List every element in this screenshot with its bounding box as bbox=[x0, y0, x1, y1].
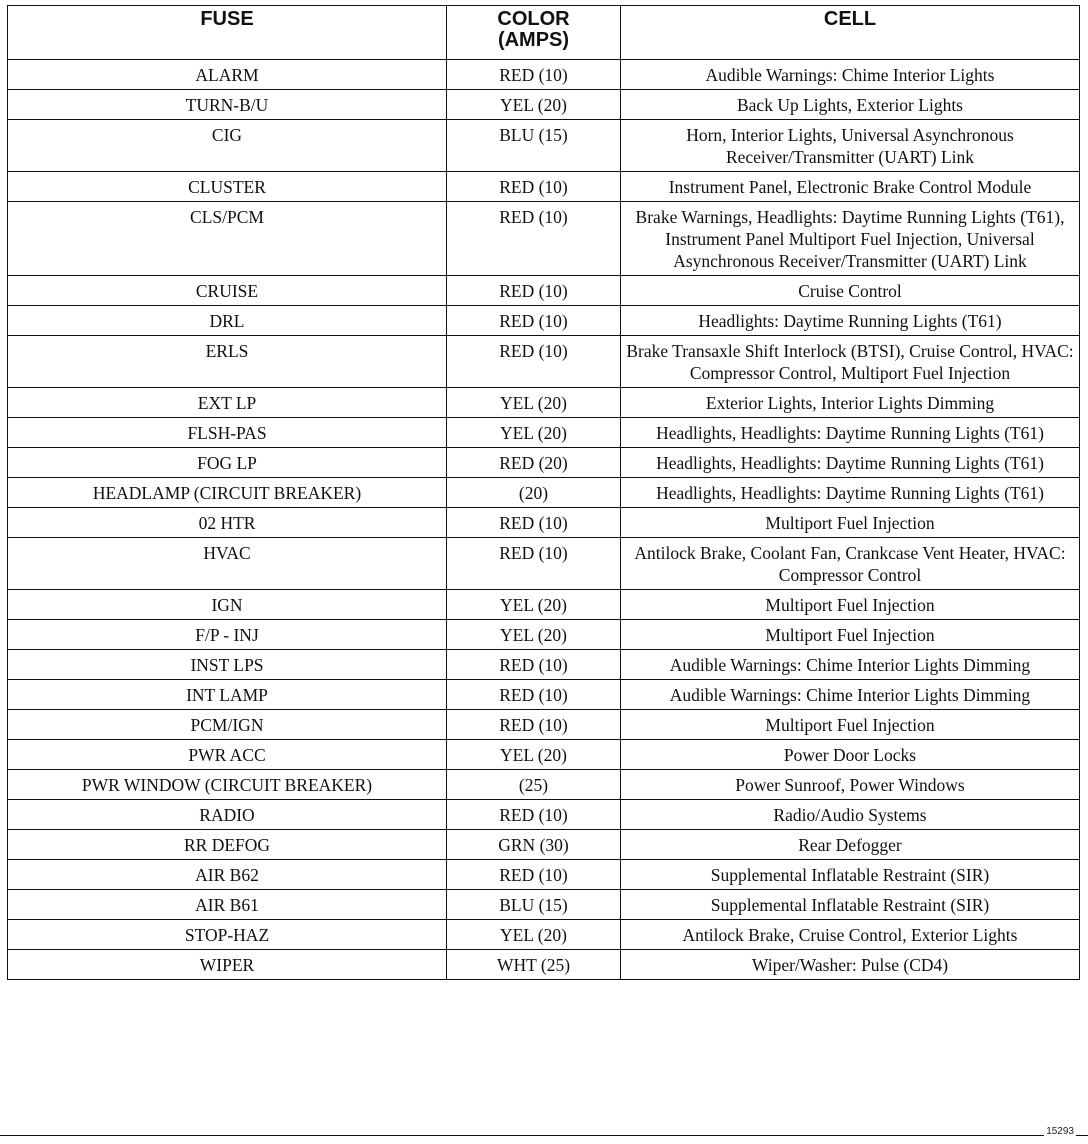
color-amps-cell: RED (20) bbox=[447, 448, 621, 478]
color-amps-cell: RED (10) bbox=[447, 710, 621, 740]
circuit-cell: Power Sunroof, Power Windows bbox=[621, 770, 1080, 800]
circuit-cell: Multiport Fuel Injection bbox=[621, 620, 1080, 650]
table-row bbox=[8, 830, 1080, 860]
table-row bbox=[8, 538, 1080, 590]
figure-number: 15293 bbox=[1046, 1126, 1074, 1137]
table-body bbox=[8, 60, 1080, 980]
fuse-cell: CLUSTER bbox=[8, 172, 447, 202]
circuit-cell: Back Up Lights, Exterior Lights bbox=[621, 90, 1080, 120]
table-row bbox=[8, 172, 1080, 202]
table-row bbox=[8, 590, 1080, 620]
fuse-cell: IGN bbox=[8, 590, 447, 620]
color-amps-cell: RED (10) bbox=[447, 800, 621, 830]
circuit-cell: Audible Warnings: Chime Interior Lights bbox=[621, 60, 1080, 90]
fuse-cell: CLS/PCM bbox=[8, 202, 447, 276]
table-row bbox=[8, 920, 1080, 950]
circuit-cell: Headlights, Headlights: Daytime Running Lights (T61) bbox=[621, 478, 1080, 508]
color-amps-cell: YEL (20) bbox=[447, 620, 621, 650]
table-row bbox=[8, 860, 1080, 890]
header-fuse: FUSE bbox=[8, 6, 447, 60]
fuse-cell: EXT LP bbox=[8, 388, 447, 418]
table-row bbox=[8, 650, 1080, 680]
fuse-cell: HVAC bbox=[8, 538, 447, 590]
table-row bbox=[8, 710, 1080, 740]
table-row bbox=[8, 202, 1080, 276]
fuse-cell: AIR B62 bbox=[8, 860, 447, 890]
color-amps-cell: YEL (20) bbox=[447, 920, 621, 950]
fuse-cell: HEADLAMP (CIRCUIT BREAKER) bbox=[8, 478, 447, 508]
circuit-cell: Power Door Locks bbox=[621, 740, 1080, 770]
table-row bbox=[8, 60, 1080, 90]
color-amps-cell: RED (10) bbox=[447, 306, 621, 336]
bottom-rule bbox=[0, 1135, 1088, 1136]
color-amps-cell: RED (10) bbox=[447, 860, 621, 890]
fuse-cell: FLSH-PAS bbox=[8, 418, 447, 448]
fuse-cell: F/P - INJ bbox=[8, 620, 447, 650]
color-amps-cell: RED (10) bbox=[447, 276, 621, 306]
circuit-cell: Wiper/Washer: Pulse (CD4) bbox=[621, 950, 1080, 980]
color-amps-cell: RED (10) bbox=[447, 172, 621, 202]
table-row bbox=[8, 770, 1080, 800]
circuit-cell: Supplemental Inflatable Restraint (SIR) bbox=[621, 860, 1080, 890]
circuit-cell: Cruise Control bbox=[621, 276, 1080, 306]
color-amps-cell: BLU (15) bbox=[447, 120, 621, 172]
circuit-cell: Multiport Fuel Injection bbox=[621, 508, 1080, 538]
color-amps-cell: BLU (15) bbox=[447, 890, 621, 920]
fuse-table bbox=[7, 5, 1080, 980]
color-amps-cell: (25) bbox=[447, 770, 621, 800]
circuit-cell: Audible Warnings: Chime Interior Lights Dimming bbox=[621, 650, 1080, 680]
fuse-cell: WIPER bbox=[8, 950, 447, 980]
table-row bbox=[8, 448, 1080, 478]
color-amps-cell: (20) bbox=[447, 478, 621, 508]
circuit-cell: Rear Defogger bbox=[621, 830, 1080, 860]
color-amps-cell: GRN (30) bbox=[447, 830, 621, 860]
color-amps-cell: RED (10) bbox=[447, 60, 621, 90]
table-row bbox=[8, 508, 1080, 538]
fuse-cell: ERLS bbox=[8, 336, 447, 388]
circuit-cell: Headlights, Headlights: Daytime Running Lights (T61) bbox=[621, 418, 1080, 448]
color-amps-cell: YEL (20) bbox=[447, 740, 621, 770]
fuse-cell: CIG bbox=[8, 120, 447, 172]
circuit-cell: Supplemental Inflatable Restraint (SIR) bbox=[621, 890, 1080, 920]
circuit-cell: Brake Transaxle Shift Interlock (BTSI), Cruise Control, HVAC: Compressor Control, Multiport Fuel Injection bbox=[621, 336, 1080, 388]
header-row bbox=[8, 6, 1080, 60]
color-amps-cell: RED (10) bbox=[447, 650, 621, 680]
fuse-cell: AIR B61 bbox=[8, 890, 447, 920]
circuit-cell: Headlights, Headlights: Daytime Running Lights (T61) bbox=[621, 448, 1080, 478]
circuit-cell: Horn, Interior Lights, Universal Asynchronous Receiver/Transmitter (UART) Link bbox=[621, 120, 1080, 172]
table-header bbox=[8, 6, 1080, 60]
fuse-cell: TURN-B/U bbox=[8, 90, 447, 120]
header-color-line2: (AMPS) bbox=[497, 29, 570, 51]
fuse-cell: CRUISE bbox=[8, 276, 447, 306]
fuse-cell: PCM/IGN bbox=[8, 710, 447, 740]
color-amps-cell: RED (10) bbox=[447, 202, 621, 276]
table-row bbox=[8, 800, 1080, 830]
table-row bbox=[8, 306, 1080, 336]
fuse-cell: PWR WINDOW (CIRCUIT BREAKER) bbox=[8, 770, 447, 800]
fuse-cell: STOP-HAZ bbox=[8, 920, 447, 950]
circuit-cell: Instrument Panel, Electronic Brake Control Module bbox=[621, 172, 1080, 202]
table-row bbox=[8, 336, 1080, 388]
table-row bbox=[8, 740, 1080, 770]
table-row bbox=[8, 418, 1080, 448]
color-amps-cell: YEL (20) bbox=[447, 388, 621, 418]
circuit-cell: Antilock Brake, Cruise Control, Exterior Lights bbox=[621, 920, 1080, 950]
color-amps-cell: WHT (25) bbox=[447, 950, 621, 980]
circuit-cell: Multiport Fuel Injection bbox=[621, 710, 1080, 740]
header-color-line1: COLOR bbox=[497, 8, 570, 30]
fuse-cell: DRL bbox=[8, 306, 447, 336]
color-amps-cell: YEL (20) bbox=[447, 90, 621, 120]
circuit-cell: Headlights: Daytime Running Lights (T61) bbox=[621, 306, 1080, 336]
circuit-cell: Audible Warnings: Chime Interior Lights Dimming bbox=[621, 680, 1080, 710]
table-row bbox=[8, 890, 1080, 920]
table-row bbox=[8, 620, 1080, 650]
fuse-cell: ALARM bbox=[8, 60, 447, 90]
table-row bbox=[8, 276, 1080, 306]
table-row bbox=[8, 950, 1080, 980]
color-amps-cell: RED (10) bbox=[447, 680, 621, 710]
color-amps-cell: YEL (20) bbox=[447, 590, 621, 620]
circuit-cell: Brake Warnings, Headlights: Daytime Running Lights (T61), Instrument Panel Multiport Fuel Injection, Universal Asynchronous Receiver/Transmitter (UART) Link bbox=[621, 202, 1080, 276]
fuse-cell: FOG LP bbox=[8, 448, 447, 478]
header-cell: CELL bbox=[621, 6, 1080, 60]
table-row bbox=[8, 478, 1080, 508]
color-amps-cell: RED (10) bbox=[447, 336, 621, 388]
color-amps-cell: RED (10) bbox=[447, 538, 621, 590]
fuse-cell: RADIO bbox=[8, 800, 447, 830]
circuit-cell: Exterior Lights, Interior Lights Dimming bbox=[621, 388, 1080, 418]
circuit-cell: Multiport Fuel Injection bbox=[621, 590, 1080, 620]
circuit-cell: Antilock Brake, Coolant Fan, Crankcase Vent Heater, HVAC: Compressor Control bbox=[621, 538, 1080, 590]
table-row bbox=[8, 388, 1080, 418]
header-color-amps bbox=[447, 6, 621, 60]
color-amps-cell: YEL (20) bbox=[447, 418, 621, 448]
table-row bbox=[8, 680, 1080, 710]
fuse-cell: INT LAMP bbox=[8, 680, 447, 710]
table-row bbox=[8, 90, 1080, 120]
fuse-cell: RR DEFOG bbox=[8, 830, 447, 860]
color-amps-cell: RED (10) bbox=[447, 508, 621, 538]
fuse-cell: 02 HTR bbox=[8, 508, 447, 538]
fuse-cell: PWR ACC bbox=[8, 740, 447, 770]
table-row bbox=[8, 120, 1080, 172]
fuse-cell: INST LPS bbox=[8, 650, 447, 680]
circuit-cell: Radio/Audio Systems bbox=[621, 800, 1080, 830]
